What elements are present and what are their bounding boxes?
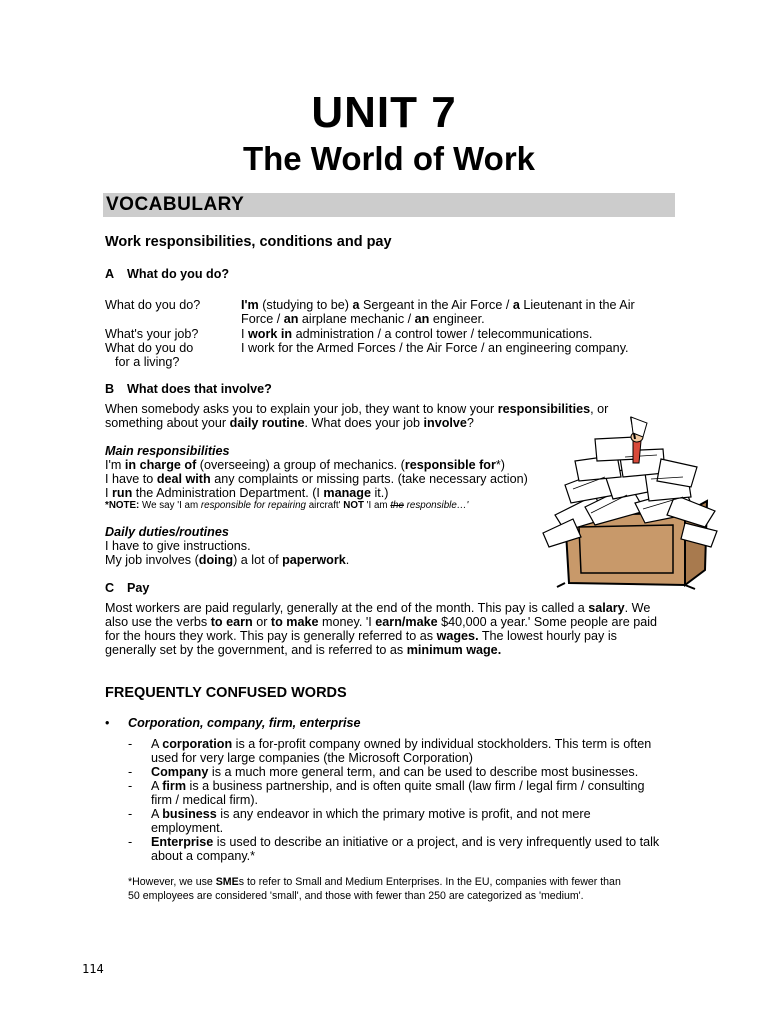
list-item-enterprise: Enterprise is used to describe an initiative or a project, and is very infrequently used to talk about a company.* (151, 835, 660, 863)
section-b-title: B What does that involve? (105, 382, 272, 396)
answer-for-a-living: I work for the Armed Forces / the Air Force / an engineering company. (241, 341, 629, 355)
page-number: 114 (82, 962, 104, 976)
list-item-corporation: A corporation is a for-profit company owned by individual stockholders. This term is often used for very large companies (the Microsoft Corporation) (151, 737, 652, 765)
main-responsibilities-title: Main responsibilities (105, 444, 230, 458)
bullet-icon: • (105, 716, 110, 730)
list-item-firm: A firm is a business partnership, and is often quite small (law firm / legal firm / consulting firm / medical firm). (151, 779, 645, 807)
paperwork-desk-icon (535, 415, 720, 590)
list-item-company: Company is a much more general term, and can be used to describe most businesses. (151, 765, 639, 779)
confused-words-heading: FREQUENTLY CONFUSED WORDS (105, 685, 347, 701)
question-what-do-you-do: What do you do? (105, 298, 201, 312)
question-for-a-living: What do you do for a living? (105, 341, 194, 369)
answer-what-do-you-do: I'm (studying to be) a Sergeant in the Air Force / a Lieutenant in the Air Force / an airplane mechanic / an engineer. (241, 298, 635, 326)
responsibility-note: *NOTE: We say 'I am responsible for repairing aircraft' NOT 'I am the responsible…' (105, 500, 469, 511)
sme-footnote: *However, we use SMEs to refer to Small and Medium Enterprises. In the EU, companies with fewer than 50 employees are considered 'small', and those with fewer than 250 are categorized as 'medium'. (128, 876, 621, 902)
dash-icon: - (128, 737, 133, 751)
main-responsibilities-list: I'm in charge of (overseeing) a group of mechanics. (responsible for*) I have to deal with any complaints or missing parts. (take necessary action) I run the Administration Department. (I manage it.) (105, 458, 528, 500)
daily-duties-list: I have to give instructions. My job involves (doing) a lot of paperwork. (105, 539, 350, 567)
answer-whats-your-job: I work in administration / a control tower / telecommunications. (241, 327, 593, 341)
dash-icon: - (128, 779, 133, 793)
dash-icon: - (128, 835, 133, 849)
pay-paragraph: Most workers are paid regularly, generally at the end of the month. This pay is called a salary. We also use the verbs to earn or to make money. 'I earn/make $40,000 a year.' Some people are paid for the hours they work. This pay is generally referred to as wages. The lowest hourly pay is generally set by the government, and is referred to as minimum wage. (105, 601, 658, 657)
section-b-intro: When somebody asks you to explain your job, they want to know your responsibilities, or something about your daily routine. What does your job involve? (105, 402, 609, 430)
question-whats-your-job: What's your job? (105, 327, 199, 341)
bullet-title: Corporation, company, firm, enterprise (128, 716, 361, 730)
daily-duties-title: Daily duties/routines (105, 525, 229, 539)
unit-subtitle: The World of Work (242, 140, 536, 177)
section-heading: Work responsibilities, conditions and pay (105, 234, 392, 250)
list-item-business: A business is any endeavor in which the primary motive is profit, and not mere employment. (151, 807, 591, 835)
vocabulary-bar (103, 193, 675, 217)
unit-title: UNIT 7 (311, 88, 457, 137)
dash-icon: - (128, 807, 133, 821)
section-a-title: A What do you do? (105, 267, 230, 281)
dash-icon: - (128, 765, 133, 779)
section-c-title: C Pay (105, 581, 150, 595)
vocabulary-label: VOCABULARY (106, 194, 245, 215)
